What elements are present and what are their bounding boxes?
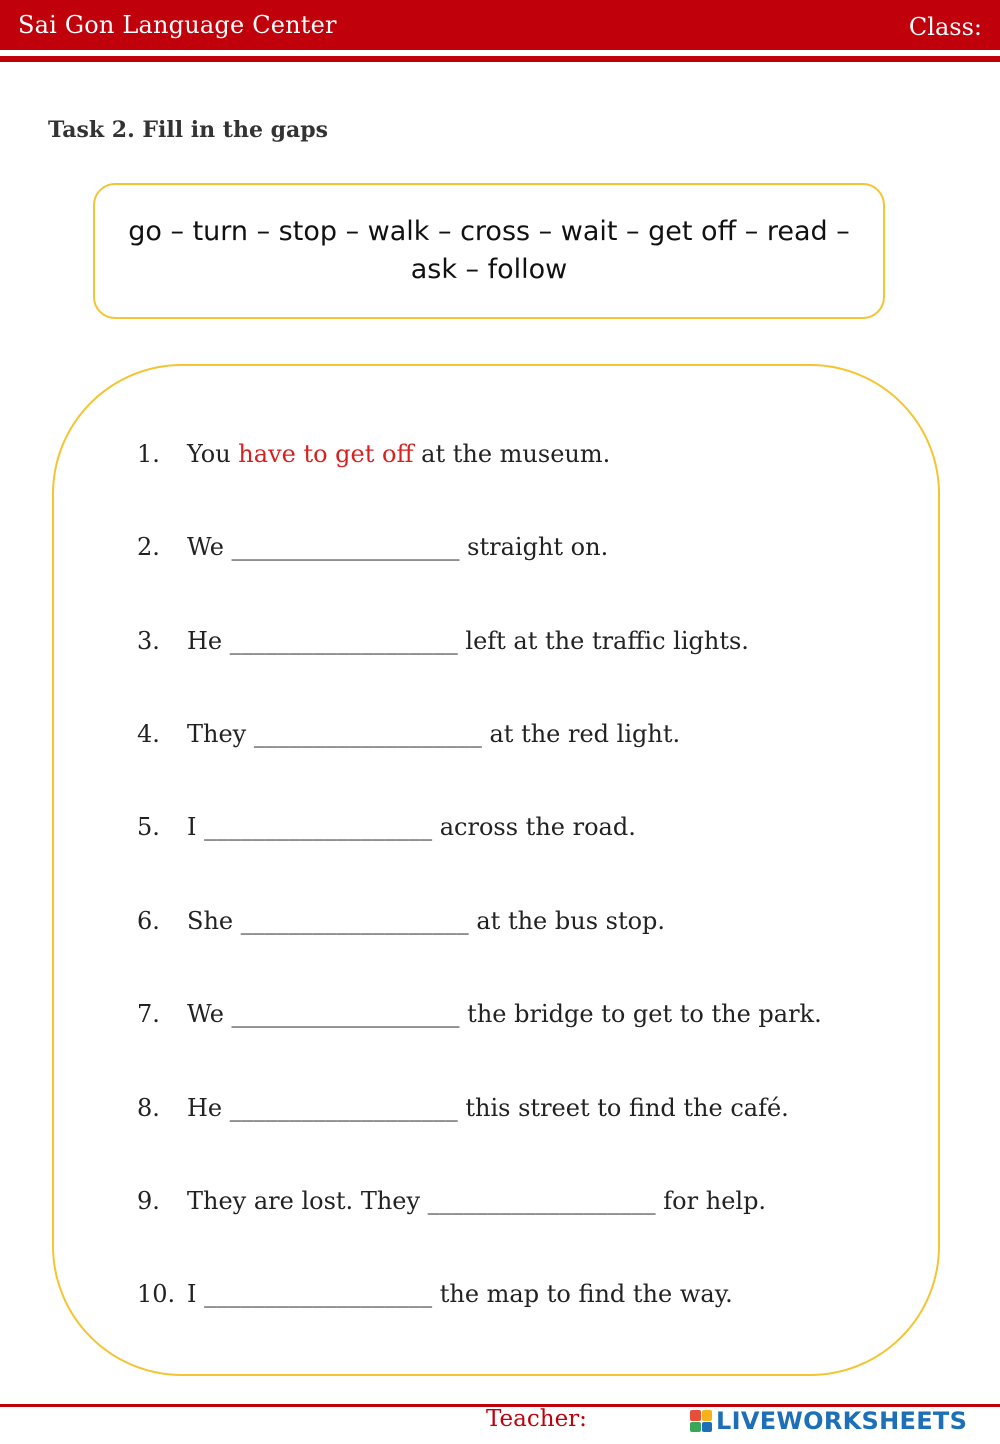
question-text[interactable]: They ___________________ at the red light.: [187, 720, 681, 748]
question-7[interactable]: [137, 1000, 822, 1028]
question-number: 5.: [137, 813, 160, 841]
question-number: 3.: [137, 627, 160, 655]
logo-text: LIVEWORKSHEETS: [716, 1407, 968, 1435]
question-4[interactable]: [137, 720, 680, 748]
center-name: Sai Gon Language Center: [18, 11, 337, 39]
question-text: You: [187, 440, 239, 468]
word-bank-text: [109, 213, 869, 289]
header-divider: [0, 56, 1000, 62]
questions-frame: [52, 364, 940, 1376]
question-text[interactable]: She ___________________ at the bus stop.: [187, 907, 666, 935]
liveworksheets-logo: [690, 1406, 967, 1436]
question-3[interactable]: [137, 627, 749, 655]
question-9[interactable]: [137, 1187, 766, 1215]
question-number: 8.: [137, 1094, 160, 1122]
task-title: Task 2. Fill in the gaps: [48, 117, 329, 143]
word-bank-line: go – turn – stop – walk – cross – wait – get off – read –: [128, 216, 850, 247]
question-text[interactable]: We ___________________ the bridge to get to the park.: [187, 1000, 822, 1028]
question-5[interactable]: [137, 813, 636, 841]
question-text[interactable]: He ___________________ this street to find the café.: [187, 1094, 789, 1122]
question-text[interactable]: He ___________________ left at the traffic lights.: [187, 627, 749, 655]
question-number: 6.: [137, 907, 160, 935]
answer-text[interactable]: have to get off: [238, 440, 414, 468]
question-text[interactable]: They are lost. They ___________________ for help.: [187, 1187, 767, 1215]
question-text: at the museum.: [413, 440, 611, 468]
logo-icon: [690, 1410, 712, 1432]
question-6[interactable]: [137, 907, 665, 935]
word-bank-line: ask – follow: [410, 254, 568, 285]
question-number: 7.: [137, 1000, 160, 1028]
word-bank-box: [93, 183, 885, 319]
class-label: Class:: [908, 13, 982, 41]
question-number: 10.: [137, 1280, 176, 1308]
question-number: 9.: [137, 1187, 160, 1215]
question-text[interactable]: I ___________________ the map to find the way.: [187, 1280, 733, 1308]
question-number: 4.: [137, 720, 160, 748]
question-text[interactable]: I ___________________ across the road.: [187, 813, 636, 841]
question-10[interactable]: [137, 1280, 733, 1308]
question-number: 1.: [137, 440, 160, 468]
question-2[interactable]: [137, 533, 608, 561]
question-number: 2.: [137, 533, 160, 561]
question-text[interactable]: We ___________________ straight on.: [187, 533, 609, 561]
question-8[interactable]: [137, 1094, 789, 1122]
question-1: [137, 440, 610, 468]
teacher-label: Teacher:: [486, 1406, 587, 1432]
